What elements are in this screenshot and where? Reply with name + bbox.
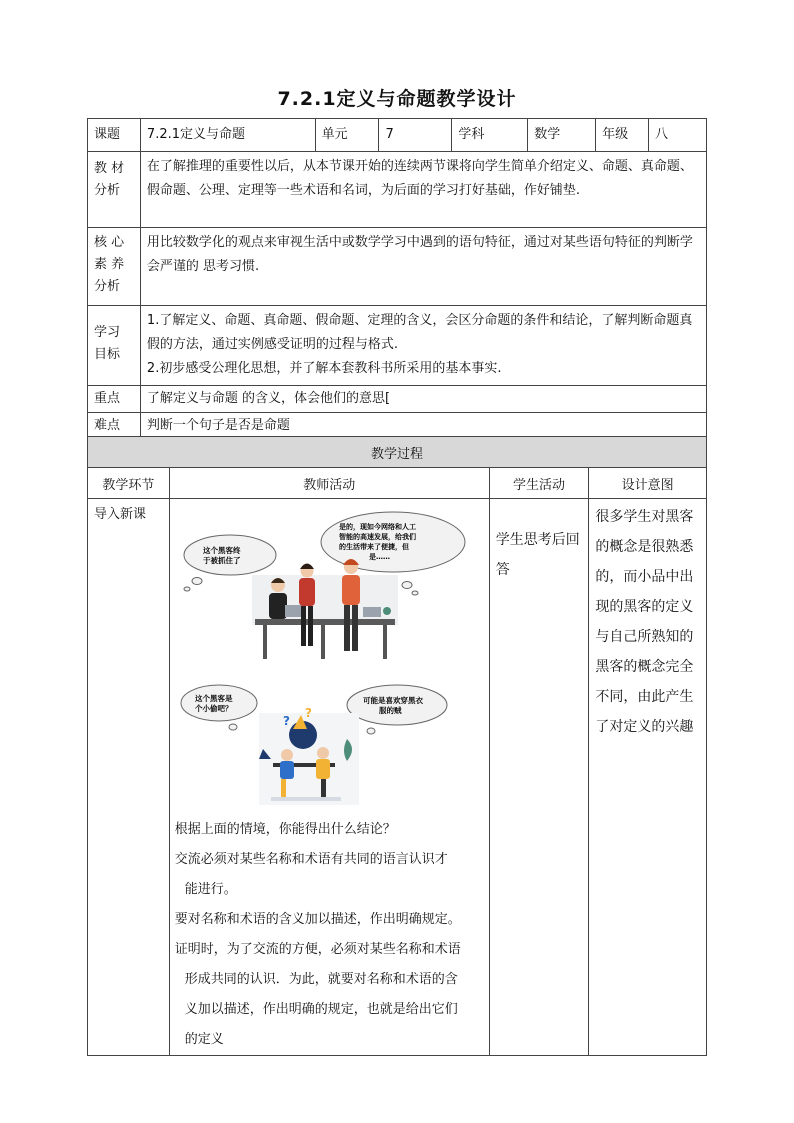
hacker-cartoon-illustration	[175, 679, 487, 809]
subject-label: 学科	[452, 119, 528, 152]
goals-row	[88, 306, 707, 386]
process-title: 教学过程	[88, 437, 707, 468]
literacy-label-2: 素 养	[94, 257, 125, 272]
teacher-para-2: 要对名称和术语的含义加以描述，作出明确规定。	[174, 912, 461, 927]
literacy-row	[88, 228, 707, 306]
bubble-2-line-3: 的生活带来了便捷，但	[338, 543, 409, 551]
bubble-4-line-1: 可能是喜欢穿黑衣	[362, 696, 423, 705]
unit-value: 7	[379, 119, 452, 152]
goals-label-1: 学习	[94, 325, 121, 340]
bubble-3-line-2: 个小偷吧？	[194, 704, 233, 713]
process-table	[87, 436, 707, 1056]
bubble-2-line-2: 智能的高速发展，给我们	[338, 533, 416, 541]
office-scene-image	[252, 559, 398, 659]
stage-label: 导入新课	[88, 499, 170, 1056]
info-row	[88, 119, 707, 152]
process-title-row	[88, 437, 707, 468]
teacher-para-1a: 交流必须对某些名称和术语有共同的语言认识才	[174, 852, 448, 867]
teacher-para-3a: 证明时，为了交流的方便，必须对某些名称和术语	[174, 942, 461, 957]
header-student: 学生活动	[489, 468, 589, 499]
bubble-4-line-2: 服的贼	[378, 706, 402, 715]
bubble-3-line-1: 这个黑客是	[194, 694, 233, 703]
unit-label: 单元	[315, 119, 379, 152]
difficulty-label: 难点	[88, 413, 141, 440]
literacy-text: 用比较数学化的观点来审视生活中或数学学习中遇到的语句特征，通过对某些语句特征的判断学会严谨的 思考习惯.	[140, 228, 706, 306]
key-point-row	[88, 386, 707, 413]
teacher-question: 根据上面的情境，你能得出什么结论？	[174, 822, 396, 837]
bubble-2-line-4: 是……	[368, 553, 390, 561]
teacher-para-3d: 的定义	[184, 1032, 224, 1047]
classroom-cartoon-illustration	[175, 507, 487, 677]
bubble-1-line-2: 于被抓住了	[202, 556, 241, 565]
goal-item-2: 2.初步感受公理化思想，并了解本套教科书所采用的基本事实.	[146, 361, 502, 376]
teacher-para-3c: 义加以描述，作出明确的规定，也就是给出它们	[184, 1002, 458, 1017]
bubble-2-line-1: 是的，现如今网络和人工	[338, 523, 416, 531]
header-teacher: 教师活动	[169, 468, 489, 499]
subject-value: 数学	[528, 119, 596, 152]
course-label: 课题	[88, 119, 141, 152]
info-table	[87, 118, 707, 440]
analysis-text: 在了解推理的重要性以后，从本节课开始的连续两节课将向学生简单介绍定义、命题、真命题、假命题、公理、定理等一些术语和名词，为后面的学习打好基础，作好铺垫.	[140, 152, 706, 228]
header-intent: 设计意图	[589, 468, 707, 499]
teacher-para-1b: 能进行。	[184, 882, 237, 897]
question-mark-icon: ?	[304, 706, 312, 720]
thought-bubble-3	[181, 685, 257, 730]
page-title: 7.2.1定义与命题教学设计	[277, 88, 517, 110]
teacher-para-3b: 形成共同的认识．为此，就要对名称和术语的含	[184, 972, 458, 987]
process-header-row	[88, 468, 707, 499]
hacker-scene-image	[259, 706, 359, 805]
question-mark-icon-2: ?	[282, 714, 290, 728]
process-row-intro	[88, 499, 707, 1056]
literacy-label-1: 核 心	[94, 235, 125, 250]
key-point-text: 了解定义与命题 的含义，体会他们的意思[	[140, 386, 706, 413]
grade-value: 八	[649, 119, 707, 152]
student-activity: 学生思考后回答	[489, 499, 589, 1056]
difficulty-text: 判断一个句子是否是命题	[140, 413, 706, 440]
bubble-1-line-1: 这个黑客终	[202, 546, 241, 555]
goals-label-2: 目标	[94, 347, 121, 362]
grade-label: 年级	[596, 119, 649, 152]
analysis-row	[88, 152, 707, 228]
key-point-label: 重点	[88, 386, 141, 413]
analysis-label-2: 分析	[94, 183, 121, 198]
course-value: 7.2.1定义与命题	[140, 119, 315, 152]
analysis-label-1: 教 材	[94, 161, 125, 176]
literacy-label-3: 分析	[94, 279, 121, 294]
design-intent: 很多学生对黑客的概念是很熟悉的，而小品中出现的黑客的定义与自己所熟知的黑客的概念完全不同，由此产生了对定义的兴趣	[589, 499, 707, 1056]
header-stage: 教学环节	[88, 468, 170, 499]
goal-item-1: 1.了解定义、命题、真命题、假命题、定理的含义，会区分命题的条件和结论，了解判断命题真假的方法，通过实例感受证明的过程与格式.	[146, 313, 693, 352]
thought-bubble-4	[347, 685, 447, 734]
